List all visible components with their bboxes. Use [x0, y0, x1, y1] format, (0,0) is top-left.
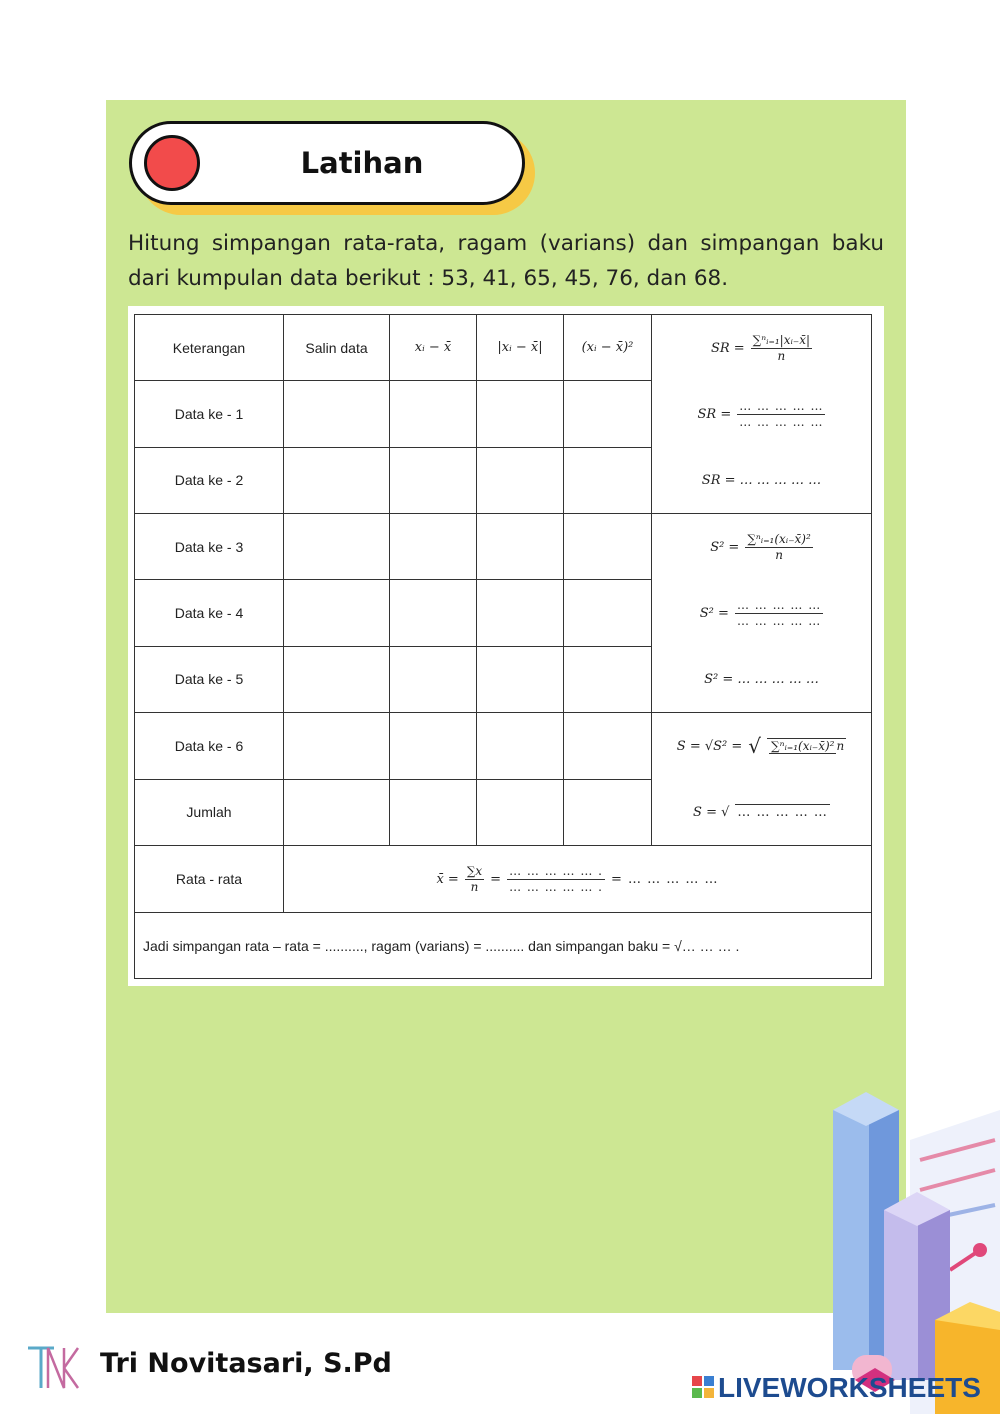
s-def-num: ∑ⁿᵢ₌₁(xᵢ₋x̄)²: [771, 739, 835, 753]
answer-cell[interactable]: [390, 447, 477, 513]
s-fill-value[interactable]: … … … … …: [737, 805, 828, 820]
answer-cell[interactable]: [564, 514, 652, 580]
row-label: Data ke - 3: [135, 514, 284, 580]
sr-def-den: n: [777, 348, 786, 363]
answer-table: [134, 314, 872, 979]
answer-cell[interactable]: [564, 713, 652, 780]
mean-result[interactable]: = … … … … …: [610, 871, 719, 887]
mean-eq: =: [490, 871, 502, 887]
mean-fill-den[interactable]: … … … … … .: [509, 879, 603, 894]
s-def-lhs: S = √S² =: [676, 738, 743, 754]
mean-formula-cell: [284, 846, 872, 913]
variance-formula-cell: [652, 514, 872, 713]
std-dev-formula-cell: [652, 713, 872, 846]
sqrt-icon: √: [748, 734, 762, 758]
answer-cell[interactable]: [284, 646, 390, 712]
title-pill: [129, 121, 525, 205]
answer-cell[interactable]: [284, 580, 390, 646]
header-keterangan: Keterangan: [135, 315, 284, 381]
header-abs-deviation: |xᵢ − x̄|: [477, 315, 564, 381]
author-name: Tri Novitasari, S.Pd: [100, 1348, 392, 1379]
answer-cell[interactable]: [390, 580, 477, 646]
answer-cell[interactable]: [564, 580, 652, 646]
sr-result[interactable]: SR = … … … … …: [701, 472, 822, 488]
sr-formula-cell: [652, 315, 872, 514]
answer-cell[interactable]: [477, 713, 564, 780]
answer-cell[interactable]: [477, 580, 564, 646]
row-label: Data ke - 5: [135, 646, 284, 712]
answer-cell[interactable]: [390, 779, 477, 846]
header-squared-deviation: (xᵢ − x̄)²: [564, 315, 652, 381]
row-label: Data ke - 1: [135, 381, 284, 447]
s2-fill-num[interactable]: … … … … …: [736, 597, 822, 612]
s2-result[interactable]: S² = … … … … …: [704, 671, 819, 687]
table-row-conclusion: [135, 913, 872, 979]
mean-fill-num[interactable]: … … … … … .: [509, 863, 603, 878]
red-dot-icon: [144, 135, 200, 191]
sr-def-num: ∑ⁿᵢ₌₁|xᵢ₋x̄|: [752, 332, 811, 347]
s2-fill-den[interactable]: … … … … …: [736, 613, 822, 628]
s-fill-lhs: S = √: [693, 804, 730, 820]
answer-cell[interactable]: [477, 646, 564, 712]
answer-cell[interactable]: [284, 779, 390, 846]
answer-cell[interactable]: [477, 381, 564, 447]
conclusion-text[interactable]: Jadi simpangan rata – rata = .........., ragam (varians) = .......... dan simpangan baku = √… … … .: [135, 913, 872, 979]
table-row-mean: [135, 846, 872, 913]
bar-chart-decoration: [800, 1080, 1000, 1414]
page-title: Latihan: [300, 146, 424, 180]
answer-cell[interactable]: [564, 447, 652, 513]
liveworksheets-brand[interactable]: [718, 1372, 981, 1404]
sr-def-lhs: SR =: [710, 340, 745, 356]
answer-cell[interactable]: [390, 381, 477, 447]
sr-fill-lhs: SR =: [697, 406, 732, 422]
answer-cell[interactable]: [284, 514, 390, 580]
instruction-text: Hitung simpangan rata-rata, ragam (varians) dan simpangan baku dari kumpulan data berikut : 53, 41, 65, 45, 76, dan 68.: [128, 231, 884, 291]
liveworksheets-logo-icon: [692, 1376, 714, 1398]
answer-cell[interactable]: [390, 646, 477, 712]
answer-cell[interactable]: [390, 713, 477, 780]
row-label: Data ke - 2: [135, 447, 284, 513]
mean-frac-num: ∑x: [466, 863, 483, 878]
s2-def-lhs: S² =: [710, 539, 740, 555]
answer-cell[interactable]: [477, 514, 564, 580]
answer-cell[interactable]: [564, 779, 652, 846]
row-label: Rata - rata: [135, 846, 284, 913]
row-label: Data ke - 6: [135, 713, 284, 780]
header-deviation: xᵢ − x̄: [390, 315, 477, 381]
table-header-row: [135, 315, 872, 381]
answer-cell[interactable]: [477, 447, 564, 513]
sr-fill-den[interactable]: … … … … …: [739, 414, 824, 429]
answer-cell[interactable]: [390, 514, 477, 580]
answer-cell[interactable]: [564, 646, 652, 712]
s2-def-num: ∑ⁿᵢ₌₁(xᵢ₋x̄)²: [747, 531, 811, 546]
table-row: [135, 514, 872, 580]
row-label: Jumlah: [135, 779, 284, 846]
sr-fill-num[interactable]: … … … … …: [739, 398, 824, 413]
answer-cell[interactable]: [284, 713, 390, 780]
mean-frac-den: n: [470, 879, 479, 894]
row-label: Data ke - 4: [135, 580, 284, 646]
answer-cell[interactable]: [284, 447, 390, 513]
answer-cell[interactable]: [284, 381, 390, 447]
brand-label: LIVEWORKSHEETS: [718, 1372, 981, 1403]
s2-def-den: n: [775, 547, 783, 562]
mean-lhs: x̄ =: [436, 871, 459, 887]
s-def-den: n: [836, 739, 845, 753]
answer-cell[interactable]: [477, 779, 564, 846]
s2-fill-lhs: S² =: [699, 605, 729, 621]
header-salin-data: Salin data: [284, 315, 390, 381]
answer-sheet: [128, 306, 884, 986]
answer-cell[interactable]: [564, 381, 652, 447]
table-row: [135, 713, 872, 780]
author-logo-icon: [24, 1340, 80, 1396]
